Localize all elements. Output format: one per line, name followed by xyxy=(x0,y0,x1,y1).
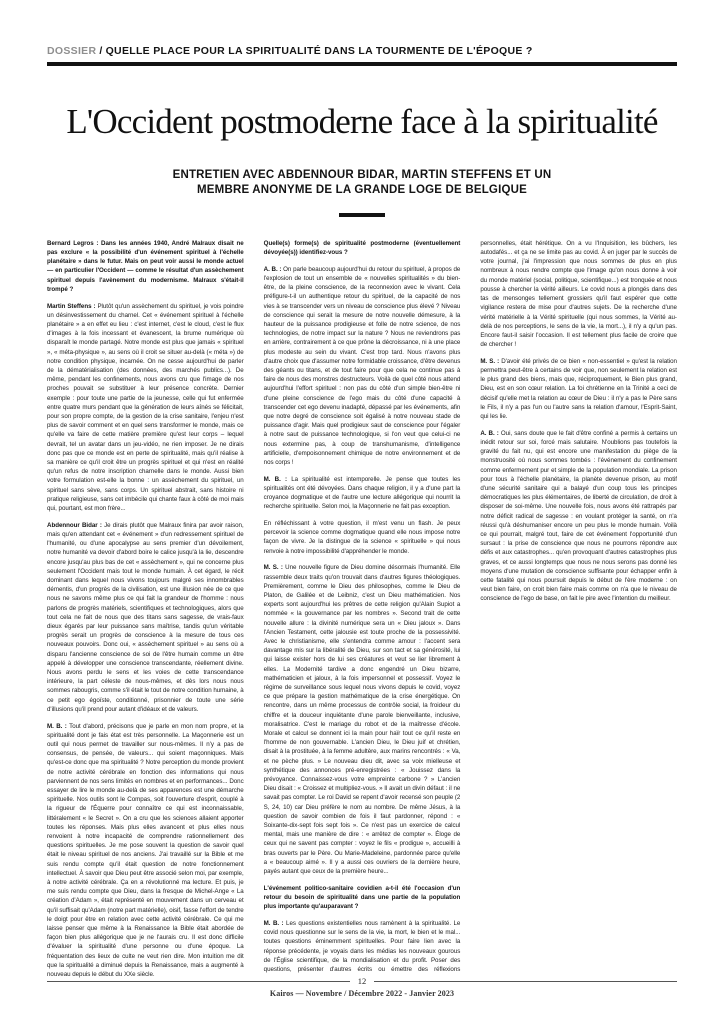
speaker-name: Martin Steffens : xyxy=(47,302,98,310)
journal-issue-line: Kairos — Novembre / Décembre 2022 - Janvier 2023 xyxy=(269,989,455,998)
kicker xyxy=(47,45,677,57)
intro-question: Bernard Legros : Dans les années 1940, André Malraux disait ne pas exclure « la possibilité d'un événement spirituel à l'échelle planétaire » dans le futur. Mais on peut voir aussi le monde actuel — en particulier l'Occident — comme le résultat d'un assèchement spirituel depuis l'avènement du modernisme. Malraux s'était-il trompé ? xyxy=(47,239,244,293)
body-paragraph: A. B. : On parle beaucoup aujourd'hui du retour du spirituel, à propos de l'explosion de tout un ensemble de « nouvelles spiritualités » du bien-être, de la pleine conscience, de la reconnexion avec le vivant. Cela préfigure-t-il un authentique retour du spirituel, de la capacité de nos vies à se transcender vers un niveau de conscience plus élevé ? Niveau de conscience qui serait la mesure de notre nouvelle démesure, à la hauteur de la puissance prodigieuse et folle de notre science, de nos technologies, de notre impact sur la nature ? Nous ne reviendrons pas en arrière, contrairement à ce que prône la décroissance, ni à une place plus modeste au sein du vivant. C'est trop tard. Nous n'avons plus d'autre choix que d'assumer notre formidable croissance, d'être devenus des géants ou titans, et de tout faire pour que cela ne continue pas à faire de nous des monstres destructeurs. Voilà de quel côté nous attend aujourd'hui l'effort spirituel : non pas du côté d'un simple bien-être ni d'une pleine conscience de l'ego mais du côté d'une capacité à transcender cet ego devenu inadapté, dépassé par les événements, afin que notre degré de conscience soit égalisé à notre nouveau stade de puissance d'agir. Mais quel prodigieux saut de conscience pour l'égaler à notre saut de puissance technologique, si l'on veut que celui-ci ne nous extermine pas, à coup de transhumanisme, d'intelligence artificielle, d'empoisonnement chimique de notre environnement et de nos corps ! xyxy=(263,265,461,467)
speaker-name: M. B. : xyxy=(47,722,70,730)
page-header xyxy=(47,45,677,217)
speaker-name: M. B. : xyxy=(263,475,292,483)
body-paragraph: M. S. : D'avoir été privés de ce bien « non-essentiel » qu'est la relation permettra peut-être à certains de voir que, non seulement la relation est le plus grand des biens, mais que, réciproquement, le Bien plus grand, Dieu, est en son cœur relation. La foi chrétienne en la Trinité a ceci de décisif qu'elle met la relation au cœur de Dieu : il n'y a pas le Père sans le Fils, il n'y a pas l'un ou l'autre sans la relation d'amour, l'Esprit-Saint, qui les lie. xyxy=(480,357,677,421)
page-number-row xyxy=(47,976,677,986)
body-paragraph: M. S. : Une nouvelle figure de Dieu domine désormais l'humanité. Elle rassemble deux traits qu'on trouvait dans d'autres figures théologiques. Premièrement, comme le Dieu des philosophes, comme le Dieu de Platon, de Galilée et de Leibniz, c'est un Dieu mathématicien. Nos experts sont aujourd'hui les prêtres de cette religion qu'Alain Supiot a nommée « la gouvernance par les nombres ». Second trait de cette nouvelle allure : la divinité numérique sera un « Dieu jaloux ». Dans l'Ancien Testament, cette jalousie est toute proche de la possessivité. Avec le christianisme, elle s'entendra comme amour : l'accent sera davantage mis sur la libéralité de Dieu, sur son tact et sa générosité, lui qui laisse exister hors de lui ses créatures et veut se lier librement à elles. La Modernité tardive a donc engendré un Dieu bizarre, mathématicien et jaloux, à la fois impersonnel et possessif. Voyez le régime de surveillance sous lequel nous vivons depuis le covid, voyez ce que prépare la gestion mathématique de la crise énergétique. On rencontre, dans un même processus de contrôle social, la froideur du chiffre et la douceur inquiétante d'une parole bienveillante, inclusive, moralisatrice. C'est le mariage du robot et de la maîtresse d'école. Morale et calcul se donnent ici la main pour haïr tout ce qu'il reste en l'homme de non gouvernable. L'ancien Dieu, le Dieu juif et chrétien, disait à la prostituée, à la femme adultère, aux marins rencontrés : « Va, et ne pèche plus. » Le nouveau dieu dit, avec sa voix mielleuse et synthétique des annonces pré-enregistrées : « Jouissez dans la prévoyance. Connaissez-vous votre empreinte carbone ? » L'ancien Dieu disait : « Croissez et multipliez-vous. » Il avait un divin défaut : il ne savait pas compter. Le roi David se repent d'avoir recensé son peuple (2 S, 24, 10) car Dieu préfère le nom au nombre. De même Jésus, à la question de savoir combien de fois il faut pardonner, répond : « Soixante-dix-sept fois sept fois ». Ce n'est pas un exercice de calcul mental, mais une manière de dire : « arrêtez de compter ». Éloge de ceux qui ne savent pas compter : voyez le fils « prodigue », accueilli à bras ouverts par le Père. Ou Marie-Madeleine, pardonnée parce qu'elle a « beaucoup aimé ». Il y a aussi ces ouvriers de la dernière heure, payés autant que ceux de la première heure... xyxy=(263,564,461,876)
speaker-name: M. B. : xyxy=(263,919,287,927)
kicker-separator: / xyxy=(99,45,103,57)
footer-rule-left xyxy=(47,981,350,982)
page-footer xyxy=(47,976,677,998)
standfirst: ENTRETIEN AVEC ABDENNOUR BIDAR, MARTIN STEFFENS ET UN MEMBRE ANONYME DE LA GRANDE LOGE DE BELGIQUE xyxy=(172,169,552,196)
body-paragraph: Martin Steffens : Plutôt qu'un assèchement du spirituel, je vois poindre un désinvestissement du charnel. Cet « événement spirituel à l'échelle planétaire » a en effet eu lieu : c'est internet, c'est le cloud, c'est le flux d'images à la fois incessant et évanescent, la brume numérique où disparaît le monde partagé. Notre monde est plus que jamais « spirituel », « méta-physique », au sens où il croit se situer au-delà (« méta ») de notre condition physique, incarnée. On ne cesse aujourd'hui de parler de la dématérialisation (des données, des marchés publics...). De même, pendant les confinements, nous avons cru que l'image de nos proches pouvait se substituer à leur présence concrète. Dernier exemple : pour toute une partie de la jeunesse, celle qui fut enfermée entre quatre murs pendant que la génération de leurs aînés se félicitait, pour son propre compte, de la gestion de la crise sanitaire, l'enjeu n'est plus de savoir comment et en quel sens transformer le monde, mais ce qu'elle va faire de cette matière première qu'est leur corps – lequel devrait, tel un avatar dans un jeu-vidéo, ne rien imposer. Je ne dirais donc pas que ce monde est en perte de spiritualité, mais qu'il réalise à sa manière ce qu'il croit être un progrès spirituel et qui n'est en réalité qu'un refus de notre inscription charnelle dans le monde. Aussi bien votre formulation est-elle la bonne : un assèchement du spirituel, un spirituel sans sève, sans corps. Un spirituel abstrait, sans histoire ni pratique religieuse, sans cet imbécile qui chante faux à côté de moi mais qui, pourtant, est mon frère... xyxy=(47,302,244,513)
footer-rule-right xyxy=(374,981,677,982)
kicker-rule xyxy=(47,62,677,66)
body-paragraph: M. B. : Les questions existentielles nous ramènent à la spiritualité. Le covid nous questionne sur le sens de la vie, la mort, le bien et le mal... toutes questions éminemment spirituelles. Pour faire lien avec la réponse précédente, je voyais dans les médias les nouveaux gourous de l'Église scientifique, de la mondialisation et du profit. Poser des questions, présenter d'autres écrits ou émettre des réflexions personnelles, était hérétique. On a vu l'Inquisition, les bûchers, les autodafés... et ça ne se limite pas au covid. À en juger par le succès de votre journal, j'ai l'impression que nous sommes de plus en plus nombreux à nous rendre compte que l'image qu'on nous donne à voir du monde matériel (social, politique, scientifique...) est tronquée et nous pousse à chercher la vérité ailleurs. Le covid nous a plongés dans des tas de mensonges tellement grossiers qu'il faut espérer que cette vigilance restera de mise pour d'autres sujets. De la recherche d'une vérité matérielle à la Vérité spirituelle (qui nous sommes, la Vérité au-delà de nos perceptions, le sens de la vie, la mort...), il n'y a qu'un pas. Encore faut-il saisir l'occasion. Il est tellement plus facile de croire que de chercher ! xyxy=(263,239,677,973)
body-paragraph: Abdennour Bidar : Je dirais plutôt que Malraux finira par avoir raison, mais qu'en attendant cet « événement » d'un redressement spirituel de l'humanité, ou d'une apocalypse au sens premier d'un dévoilement, notre humanité va devoir d'abord boire le calice jusqu'à la lie, descendre encore jusqu'au plus bas de cet « assèchement », qui ne concerne plus seulement l'Occident mais tout le monde humain. À cet égard, le récit dominant dans lequel nous vivons toujours malgré ses innombrables démentis, d'un progrès de la civilisation, est une illusion née de ce que nous ne savons même plus ce qui fait la grandeur de l'homme : nous parlons de progrès matériels, scientifiques et technologiques, alors que tout cela ne fait de nous que des titans sans sagesse, de vrais-faux dieux égarés par leur puissance sans maîtrise, tandis qu'un véritable progrès serait un progrès de conscience à la mesure de tous ces nouveaux pouvoirs. Donc oui, « assèchement spirituel » au sens où a disparu l'ancienne conscience de soi de l'être humain comme un être appelé à développer une conscience transcendante, réellement divine. Nous avons perdu le sens et les voies de cette transcendance intérieure, la part céleste de nous-mêmes, et dès lors nous nous sommes rabougris, comme s'il était le tout de notre condition humaine, à ce petit ego égoïste, conditionné, prisonnier de toute une série d'illusions qu'il prend pour autant d'idéaux et de valeurs. xyxy=(47,521,244,713)
speaker-name: Abdennour Bidar : xyxy=(47,521,105,529)
body-paragraph: M. B. : La spiritualité est intemporelle. Je pense que toutes les spiritualités ont été dévoyées. Dans chaque religion, il y a d'une part la croyance dogmatique et de l'autre une lecture allégorique qui nourrit la recherche spirituelle. Selon moi, la Maçonnerie ne fait pas exception. xyxy=(263,475,461,511)
speaker-name: A. B. : xyxy=(263,265,284,273)
page-number: 12 xyxy=(357,976,367,986)
kicker-label: DOSSIER xyxy=(47,45,97,57)
standfirst-divider xyxy=(339,213,385,217)
kicker-title: QUELLE PLACE POUR LA SPIRITUALITÉ DANS LA TOURMENTE DE L'ÉPOQUE ? xyxy=(105,45,533,57)
article-headline: L'Occident postmoderne face à la spiritualité xyxy=(66,102,658,141)
body-paragraph: M. B. : Tout d'abord, précisons que je parle en mon nom propre, et la spiritualité dont je fais état est très personnelle. La Maçonnerie est un outil qui nous permet de travailler sur nous-mêmes. Il n'y a pas de consensus, de pensée, de valeurs... qui soient maçonniques. Mais qu'est-ce donc que ma spiritualité ? Notre perception du monde provient de notre activité cérébrale en fonction des informations qui nous parviennent de nos sens limités en nombres et en performances... Donc essayer de lire le monde au-delà de ses apparences est une démarche spirituelle. Nos outils sont le Compas, soit l'ouverture d'esprit, couplé à la rigueur de l'Équerre pour connaître ce qui est inconnaissable, littéralement « le Secret ». On a cru que les sciences allaient apporter toutes les réponses. Mais plus elles avancent et plus elles nous renvoient à notre incapacité de comprendre rationnellement des questions spirituelles. Je me pose souvent la question de savoir quel était le niveau spirituel de nos anciens. J'ai travaillé sur la Bible et me suis rendu compte qu'il était question de notre fonctionnement intellectuel. À savoir que Dieu peut être associé selon moi, par exemple, à notre activité cérébrale. Ça en a révolutionné ma lecture. Et puis, je me suis rendu compte que Dieu, dans la fresque de Michel-Ange « La création d'Adam », était représenté en mouvement dans un cerveau et qu'il suffisait qu'Adam (notre part matérielle), oisif, fasse l'effort de tendre le doigt pour être en relation avec cette activité cérébrale. Ce qui me laisse penser que même à la Renaissance la Bible était abordée de façon bien plus allégorique que je ne l'aurais cru. Il est donc difficile d'évaluer la spiritualité d'une personne ou d'une époque. La fréquentation des lieux de culte ne veut rien dire. Mon intuition me dit que la spiritualité a diminué depuis la Renaissance, mais a augmenté à nouveau depuis le début du XXe siècle. xyxy=(47,722,244,979)
speaker-name: Bernard Legros : xyxy=(47,239,102,247)
interview-question: L'événement politico-sanitaire covidien a-t-il été l'occasion d'un retour du besoin de spiritualité dans une partie de la population plus importante qu'auparavant ? xyxy=(263,884,461,911)
speaker-name: M. S. : xyxy=(480,357,502,365)
speaker-name: A. B. : xyxy=(480,429,501,437)
article-body xyxy=(47,239,677,981)
body-paragraph: En réfléchissant à votre question, il m'est venu un flash. Je peux percevoir la science comme dogmatique quand elle nous impose notre façon de vivre. Je la distingue de la science « spirituelle » qui nous renvoie à notre impossibilité d'appréhender le monde. xyxy=(263,520,461,555)
speaker-name: M. S. : xyxy=(263,564,286,572)
body-paragraph: A. B. : Oui, sans doute que le fait d'être confiné a permis à certains un inédit retour sur soi, forcé mais salutaire. N'oublions pas toutefois la gravité du fait nu, qui est encore une manifestation du piège de la monstruosité où nous sommes tombés : l'événement du confinement comme enfermement pur et simple de la population mondiale. La prison pour tous à l'échelle planétaire, la planète devenue prison, au motif d'une sécurité sanitaire qui a balayé d'un coup tous les principes démocratiques les plus élémentaires, de liberté de circulation, de droit à disposer de soi-même. Une nouvelle fois, nous avons été rattrapés par notre déficit radical de sagesse : en voulant protéger la santé, on n'a réussi qu'à déshumaniser encore un peu plus le monde humain. Voilà ce qui pourrait, malgré tout, faire de cet événement l'opportunité d'un sursaut : la prise de conscience que nous ne pourrons répondre aux défis et aux catastrophes... qu'en provoquant d'autres catastrophes plus graves, et ce aussi longtemps que nous ne nous serons pas donné les moyens d'une mutation de conscience suffisante pour échapper enfin à cette fatalité qui nous poursuit depuis le début de l'ère moderne : on veut bien faire, on croit bien faire mais comme on n'a que le niveau de conscience de l'ego de base, on fait le pire avec l'intention du meilleur. xyxy=(480,429,677,603)
interview-question: Quelle(s) forme(s) de spiritualité postmoderne (éventuellement dévoyée(s)) identifiez-vous ? xyxy=(263,239,461,257)
